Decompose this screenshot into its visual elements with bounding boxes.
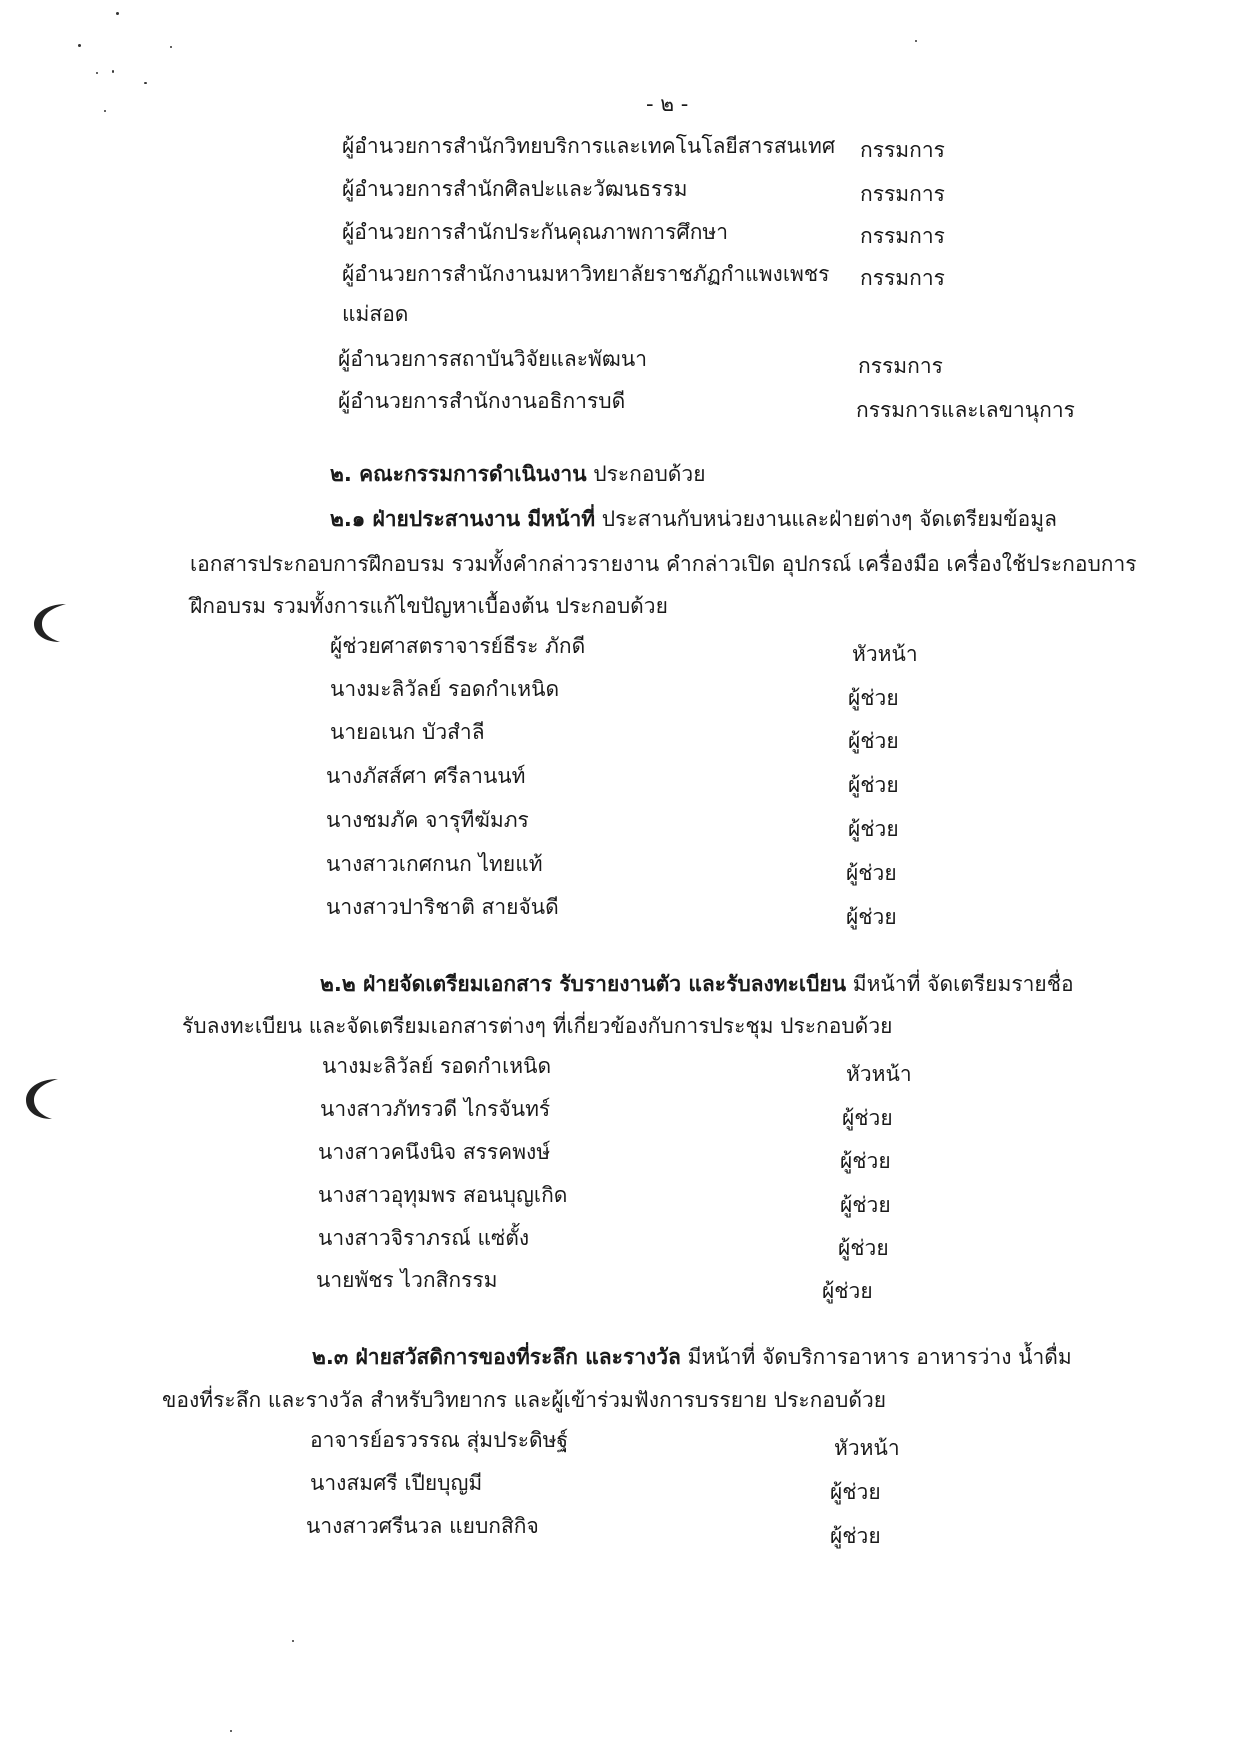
member-name: นางมะลิวัลย์ รอดกำเหนิด <box>322 1054 552 1078</box>
member-name: ผู้อำนวยการสำนักศิลปะและวัฒนธรรม <box>342 177 688 201</box>
member-role: ผู้ช่วย <box>840 1193 891 1217</box>
member-role: ผู้ช่วย <box>840 1149 891 1173</box>
punch-hole-mark <box>28 600 72 646</box>
member-role: กรรมการและเลขานุการ <box>856 398 1075 422</box>
subsection-2-1-line3: ฝึกอบรม รวมทั้งการแก้ไขปัญหาเบื้องต้น ประกอบด้วย <box>190 594 668 618</box>
member-name: นางสาวคนึงนิจ สรรคพงษ์ <box>318 1140 551 1164</box>
scan-speck <box>78 44 81 47</box>
member-name: อาจารย์อรวรรณ สุ่มประดิษฐ์ <box>310 1428 569 1452</box>
scan-speck <box>170 46 172 48</box>
member-role: ผู้ช่วย <box>848 729 899 753</box>
member-role: หัวหน้า <box>846 1062 912 1086</box>
section-heading-rest: ประกอบด้วย <box>586 462 706 486</box>
subsection-text: มีหน้าที่ จัดบริการอาหาร อาหารว่าง น้ำดื่ม <box>680 1345 1072 1369</box>
scan-speck <box>104 110 106 112</box>
subsection-text: มีหน้าที่ จัดเตรียมรายชื่อ <box>846 972 1074 996</box>
member-name: นางสาวอุทุมพร สอนบุญเกิด <box>318 1183 568 1207</box>
member-role: ผู้ช่วย <box>846 905 897 929</box>
subsection-title: ๒.๓ ฝ่ายสวัสดิการของที่ระลึก และรางวัล <box>312 1345 681 1369</box>
member-name: ผู้อำนวยการสำนักประกันคุณภาพการศึกษา <box>342 220 729 244</box>
subsection-2-2-line2: รับลงทะเบียน และจัดเตรียมเอกสารต่างๆ ที่เกี่ยวข้องกับการประชุม ประกอบด้วย <box>182 1014 893 1038</box>
member-name: นางสมศรี เปียบุญมี <box>310 1471 483 1495</box>
member-role: ผู้ช่วย <box>846 861 897 885</box>
member-role: กรรมการ <box>860 182 945 206</box>
member-name: ผู้อำนวยการสำนักงานมหาวิทยาลัยราชภัฏกำแพงเพชร <box>342 262 830 286</box>
member-role: ผู้ช่วย <box>838 1236 889 1260</box>
member-name: นายพัชร ไวกสิกรรม <box>316 1268 498 1292</box>
subsection-title: ๒.๒ ฝ่ายจัดเตรียมเอกสาร รับรายงานตัว และรับลงทะเบียน <box>320 972 847 996</box>
section-heading-bold: ๒. คณะกรรมการดำเนินงาน <box>330 462 587 486</box>
member-role: ผู้ช่วย <box>848 817 899 841</box>
member-name: นางชมภัค จารุทีฆัมภร <box>326 808 529 832</box>
subsection-2-1-line2: เอกสารประกอบการฝึกอบรม รวมทั้งคำกล่าวรายงาน คำกล่าวเปิด อุปกรณ์ เครื่องมือ เครื่องใช้ประกอบการ <box>190 552 1137 576</box>
subsection-2-3-line2: ของที่ระลึก และรางวัล สำหรับวิทยากร และผู้เข้าร่วมฟังการบรรยาย ประกอบด้วย <box>162 1388 887 1412</box>
member-name: นายอเนก บัวสำลี <box>330 720 485 744</box>
member-role: กรรมการ <box>860 266 945 290</box>
member-name: ผู้อำนวยการสำนักงานอธิการบดี <box>338 389 626 413</box>
punch-hole-mark <box>20 1075 64 1123</box>
scan-speck <box>230 1730 232 1732</box>
member-role: ผู้ช่วย <box>842 1106 893 1130</box>
member-role: กรรมการ <box>860 224 945 248</box>
subsection-2-2-line1 <box>320 970 1074 998</box>
member-role: กรรมการ <box>860 138 945 162</box>
section-heading <box>330 460 706 488</box>
member-name: นางสาวจิราภรณ์ แซ่ตั้ง <box>318 1226 530 1250</box>
scan-speck <box>112 70 114 73</box>
member-role: ผู้ช่วย <box>830 1524 881 1548</box>
member-role: ผู้ช่วย <box>848 773 899 797</box>
member-name: นางมะลิวัลย์ รอดกำเหนิด <box>330 677 560 701</box>
member-role: ผู้ช่วย <box>830 1480 881 1504</box>
member-name: นางภัสส์ศา ศรีลานนท์ <box>326 764 526 788</box>
member-name: นางสาวเกศกนก ไทยแท้ <box>326 852 543 876</box>
member-role: หัวหน้า <box>834 1436 900 1460</box>
member-role: ผู้ช่วย <box>848 686 899 710</box>
subsection-2-3-line1 <box>312 1343 1072 1371</box>
scan-speck <box>144 82 147 84</box>
member-role: ผู้ช่วย <box>822 1279 873 1303</box>
page-number: - ๒ - <box>646 92 689 116</box>
scan-speck <box>292 1640 294 1642</box>
member-name: นางสาวภัทรวดี ไกรจันทร์ <box>320 1097 551 1121</box>
subsection-text: ประสานกับหน่วยงานและฝ่ายต่างๆ จัดเตรียมข้อมูล <box>595 507 1057 531</box>
subsection-title: ๒.๑ ฝ่ายประสานงาน มีหน้าที่ <box>330 507 596 531</box>
member-name: ผู้อำนวยการสถาบันวิจัยและพัฒนา <box>338 347 648 371</box>
member-name: ผู้อำนวยการสำนักวิทยบริการและเทคโนโลยีสารสนเทศ <box>342 134 836 158</box>
scan-speck <box>915 40 917 42</box>
scan-speck <box>96 72 98 74</box>
subsection-2-1-line1 <box>330 505 1057 533</box>
member-role: กรรมการ <box>858 354 943 378</box>
member-name: ผู้ช่วยศาสตราจารย์ธีระ ภักดี <box>330 634 586 658</box>
member-name-continued: แม่สอด <box>342 302 409 326</box>
scan-speck <box>116 12 119 15</box>
member-role: หัวหน้า <box>852 642 918 666</box>
member-name: นางสาวศรีนวล แยบกสิกิจ <box>306 1514 539 1538</box>
member-name: นางสาวปาริชาติ สายจันดี <box>326 895 559 919</box>
